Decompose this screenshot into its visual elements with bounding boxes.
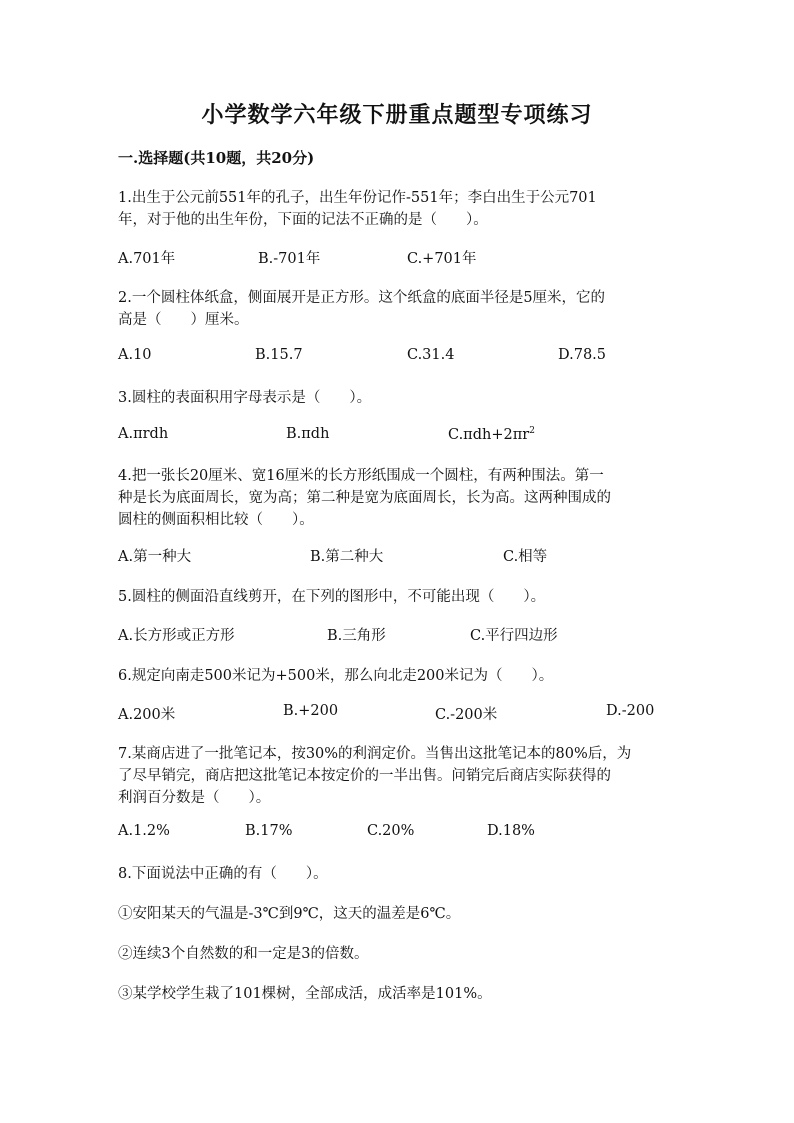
superscript: 2 [529,426,535,436]
question-3-option-c [448,426,535,443]
question-5-option-b: B.三角形 [327,628,386,644]
question-6-line-1: 6.规定向南走500米记为+500米，那么向北走200米记为（ ）。 [118,668,554,684]
question-5-line-1: 5.圆柱的侧面沿直线剪开，在下列的图形中，不可能出现（ ）。 [118,589,546,605]
question-4-line-1: 4.把一张长20厘米、宽16厘米的长方形纸围成一个圆柱，有两种围法。第一 [118,468,604,484]
question-2-option-d: D.78.5 [558,347,607,363]
question-1-option-c: C.+701年 [407,251,477,267]
question-7-option-a: A.1.2% [118,823,170,839]
question-1-line-2: 年，对于他的出生年份，下面的记法不正确的是（ ）。 [118,212,488,228]
question-4-option-b: B.第二种大 [310,549,384,565]
question-1-option-b: B.-701年 [258,251,321,267]
question-2-option-c: C.31.4 [407,347,455,363]
question-7-line-3: 利润百分数是（ ）。 [118,790,271,806]
question-7-option-b: B.17% [245,823,293,839]
statement-1: ①安阳某天的气温是-3℃到9℃，这天的温差是6℃。 [118,906,461,922]
statement-2: ②连续3个自然数的和一定是3的倍数。 [118,946,369,962]
question-8-line-1: 8.下面说法中正确的有（ ）。 [118,866,328,882]
question-6-option-d: D.-200 [606,703,655,719]
question-7-line-2: 了尽早销完，商店把这批笔记本按定价的一半出售。问销完后商店实际获得的 [118,768,611,784]
question-7-option-d: D.18% [487,823,535,839]
section-heading: 一.选择题(共10题，共20分) [118,149,315,167]
question-2-line-2: 高是（ ）厘米。 [118,312,249,328]
question-3-option-a: A.πrdh [118,426,169,442]
question-6-option-b: B.+200 [283,703,339,719]
page-title: 小学数学六年级下册重点题型专项练习 [201,102,593,128]
question-1-option-a: A.701年 [118,251,176,267]
statement-3: ③某学校学生栽了101棵树，全部成活，成活率是101%。 [118,986,492,1002]
question-4-option-a: A.第一种大 [118,549,192,565]
question-6-option-c: C.-200米 [435,707,498,723]
question-6-option-a: A.200米 [118,707,176,723]
question-2-line-1: 2.一个圆柱体纸盒，侧面展开是正方形。这个纸盒的底面半径是5厘米，它的 [118,290,606,306]
question-2-option-b: B.15.7 [255,347,303,363]
question-7-option-c: C.20% [367,823,415,839]
question-5-option-c: C.平行四边形 [470,628,558,644]
question-7-line-1: 7.某商店进了一批笔记本，按30%的利润定价。当售出这批笔记本的80%后，为 [118,746,632,762]
question-4-option-c: C.相等 [503,549,548,565]
question-3-line-1: 3.圆柱的表面积用字母表示是（ ）。 [118,390,372,406]
question-4-line-3: 圆柱的侧面积相比较（ ）。 [118,512,314,528]
question-4-line-2: 种是长为底面周长，宽为高；第二种是宽为底面周长，长为高。这两种围成的 [118,490,611,506]
question-5-option-a: A.长方形或正方形 [118,628,235,644]
question-2-option-a: A.10 [118,347,152,363]
question-3-option-c-text: C.πdh+2πr [448,426,530,443]
question-3-option-b: B.πdh [286,426,330,442]
question-1-line-1: 1.出生于公元前551年的孔子，出生年份记作-551年；李白出生于公元701 [118,190,597,206]
